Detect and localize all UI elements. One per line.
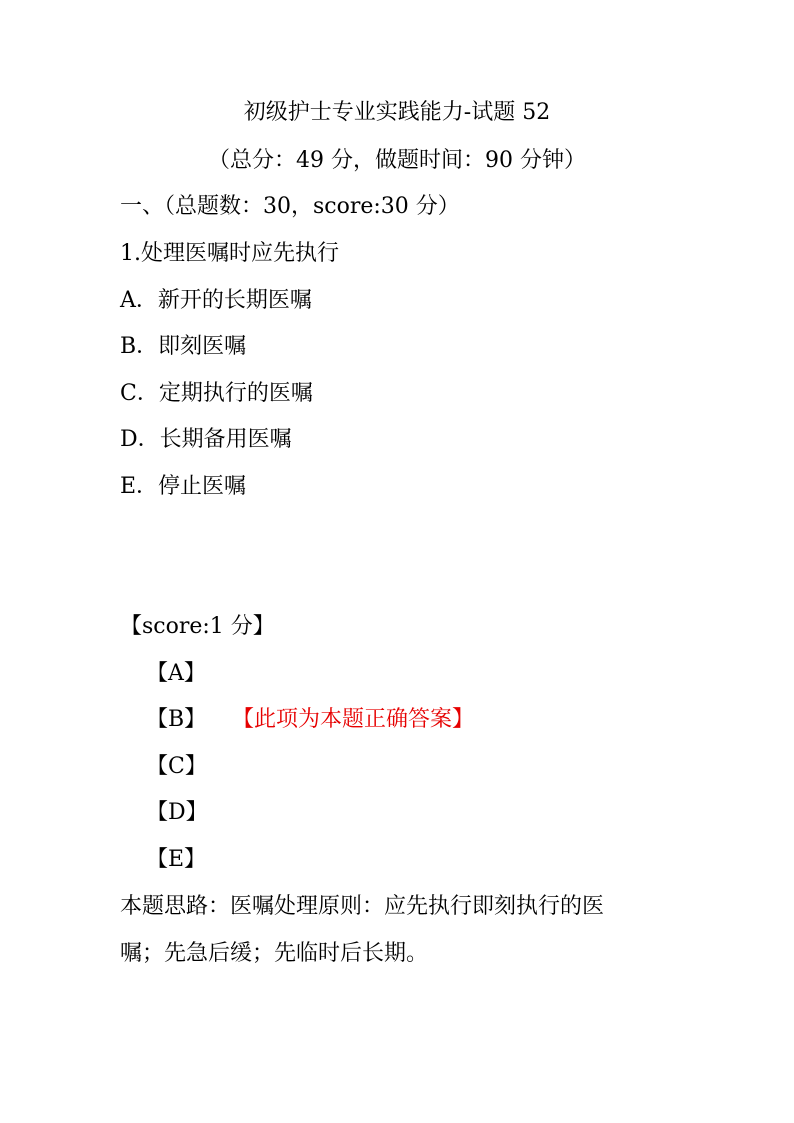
question-stem: 1.处理医嘱时应先执行 <box>120 241 339 266</box>
score-label: 【score:1 分】 <box>120 614 275 639</box>
correct-answer-marker: 【此项为本题正确答案】 <box>232 707 475 732</box>
explanation-line-2: 嘱；先急后缓；先临时后长期。 <box>120 941 429 966</box>
answer-choice-b: 【B】 <box>146 707 207 732</box>
option-b: B．即刻医嘱 <box>120 334 247 359</box>
document-title: 初级护士专业实践能力-试题 52 <box>243 100 551 125</box>
explanation-line-1: 本题思路：医嘱处理原则：应先执行即刻执行的医 <box>120 894 605 919</box>
answer-choice-e: 【E】 <box>146 847 207 872</box>
option-e: E．停止医嘱 <box>120 474 247 499</box>
document-subtitle: （总分：49 分，做题时间：90 分钟） <box>208 148 586 173</box>
answer-choice-d: 【D】 <box>146 800 208 825</box>
section-heading: 一、（总题数：30，score:30 分） <box>120 194 460 219</box>
answer-choice-c: 【C】 <box>146 754 207 779</box>
option-a: A．新开的长期医嘱 <box>120 288 312 313</box>
option-c: C．定期执行的医嘱 <box>120 381 313 406</box>
answer-choice-a: 【A】 <box>146 661 206 686</box>
option-d: D．长期备用医嘱 <box>120 427 292 452</box>
